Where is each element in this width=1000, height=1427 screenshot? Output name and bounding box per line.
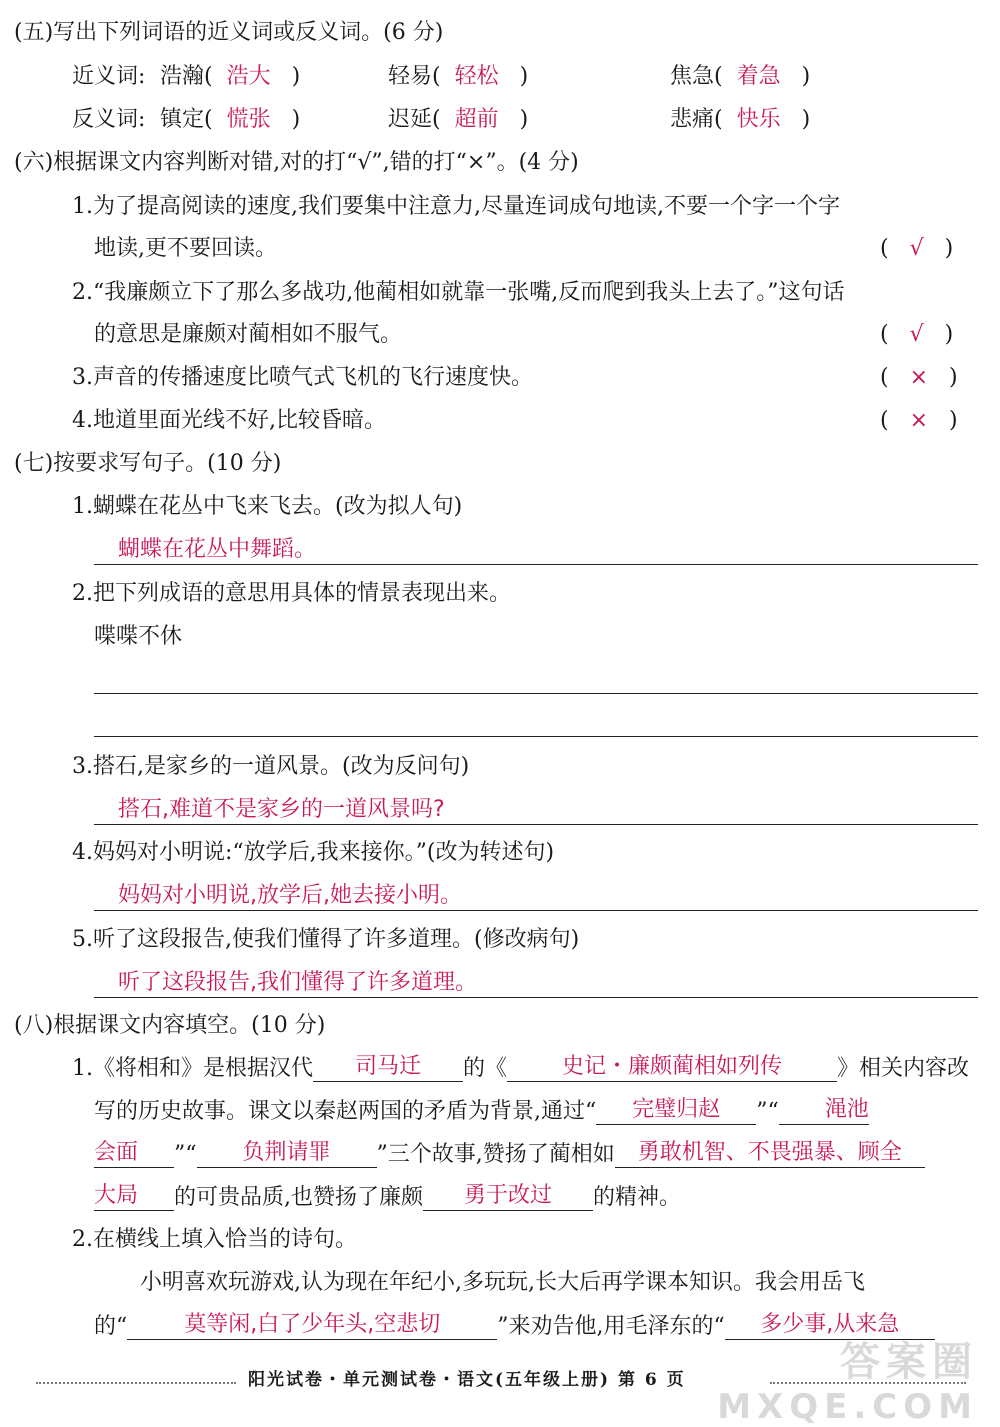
rewrite-a3: 搭石,难道不是家乡的一道风景吗? [118,797,445,822]
answer: 超前 [454,107,499,132]
rewrite-q1: 1.蝴蝶在花丛中飞来飞去。(改为拟人句) [72,494,463,519]
blank: 负荆请罪 [197,1142,377,1168]
rewrite-q2: 2.把下列成语的意思用具体的情景表现出来。 [72,581,511,606]
judge-q4-answer: ( × ) [880,408,958,433]
judge-q1-answer: ( √ ) [880,236,954,261]
answer: 快乐 [736,107,781,132]
cross-mark-icon: × [909,365,928,390]
answer: 浩大 [226,64,271,89]
judge-q4: 4.地道里面光线不好,比较昏暗。 [72,408,386,433]
synonym-label: 近义词: [72,64,146,89]
judge-q2-answer: ( √ ) [880,322,954,347]
rewrite-q3: 3.搭石,是家乡的一道风景。(改为反问句) [72,754,470,779]
footer-divider-left [36,1382,236,1384]
rewrite-a5: 听了这段报告,我们懂得了许多道理。 [118,970,477,995]
judge-q1-line1: 1.为了提高阅读的速度,我们要集中注意力,尽量连词成句地读,不要一个字一个字 [72,194,840,219]
poem-paragraph-line2: 的“ 莫等闲,白了少年头,空悲切 ”来劝告他,用毛泽东的“ 多少事,从来急 [94,1314,935,1340]
answer: 轻松 [454,64,499,89]
answer: 慌张 [226,107,271,132]
judge-q3: 3.声音的传播速度比喷气式飞机的飞行速度快。 [72,365,533,390]
blank: 大局 [94,1185,174,1211]
synonym-item-2: 轻易( 轻松 ) [388,64,529,89]
fill-line-4: 大局 的可贵品质,也赞扬了廉颇 勇于改过 的精神。 [94,1183,682,1210]
section-5-heading: (五)写出下列词语的近义词或反义词。(6 分) [14,20,444,45]
synonym-item-3: 焦急( 着急 ) [670,64,811,89]
blank: 勇于改过 [423,1185,593,1211]
blank: 会面 [94,1142,174,1168]
fill-line-1: 1.《将相和》是根据汉代 司马迁 的《 史记・廉颇蔺相如列传 》相关内容改 [72,1054,970,1081]
antonym-item-2: 迟延( 超前 ) [388,107,529,132]
rewrite-a1: 蝴蝶在花丛中舞蹈。 [118,537,317,562]
answer-line [94,997,978,998]
antonym-item-3: 悲痛( 快乐 ) [670,107,811,132]
blank: 莫等闲,白了少年头,空悲切 [127,1314,497,1340]
section-8-heading: (八)根据课文内容填空。(10 分) [14,1013,326,1038]
fill-line-3: 会面 ”“ 负荆请罪 ”三个故事,赞扬了蔺相如 勇敢机智、不畏强暴、顾全 [94,1142,925,1168]
antonym-item-1: 镇定( 慌张 ) [160,107,301,132]
answer-line [94,693,978,694]
poem-paragraph-line1: 小明喜欢玩游戏,认为现在年纪小,多玩玩,长大后再学课本知识。我会用岳飞 [140,1270,865,1295]
check-mark-icon: √ [909,322,924,347]
synonym-item-1: 浩瀚( 浩大 ) [160,64,301,89]
answer: 着急 [736,64,781,89]
judge-q3-answer: ( × ) [880,365,958,390]
blank: 勇敢机智、不畏强暴、顾全 [615,1142,925,1168]
blank: 多少事,从来急 [725,1314,935,1340]
idiom: 喋喋不休 [94,624,183,649]
watermark-text: 答案圈 MXQE.COM [717,1339,978,1427]
check-mark-icon: √ [909,236,924,261]
answer-line [94,736,978,737]
answer-line [94,910,978,911]
rewrite-q5: 5.听了这段报告,使我们懂得了许多道理。(修改病句) [72,927,580,952]
watermark-logo [717,1330,978,1427]
section-6-heading: (六)根据课文内容判断对错,对的打“√”,错的打“×”。(4 分) [14,150,579,175]
judge-q2-line2: 的意思是廉颇对蔺相如不服气。 [94,322,403,347]
page-footer: 阳光试卷・单元测试卷・语文(五年级上册) 第 6 页 [248,1370,686,1390]
blank: 司马迁 [313,1056,463,1082]
poem-q2: 2.在横线上填入恰当的诗句。 [72,1227,357,1252]
rewrite-a4: 妈妈对小明说,放学后,她去接小明。 [118,883,462,908]
antonym-label: 反义词: [72,107,146,132]
section-7-heading: (七)按要求写句子。(10 分) [14,451,282,476]
answer-line [94,824,978,825]
rewrite-q4: 4.妈妈对小明说:“放学后,我来接你。”(改为转述句) [72,840,555,865]
blank: 完璧归赵 [596,1099,756,1125]
blank: 渑池 [779,1099,869,1125]
answer-line [94,564,978,565]
judge-q1-line2: 地读,更不要回读。 [94,236,277,261]
judge-q2-line1: 2.“我廉颇立下了那么多战功,他蔺相如就靠一张嘴,反而爬到我头上去了。”这句话 [72,280,845,305]
fill-line-2: 写的历史故事。课文以秦赵两国的矛盾为背景,通过“ 完璧归赵 ”“ 渑池 [94,1097,869,1124]
blank: 史记・廉颇蔺相如列传 [507,1056,837,1082]
cross-mark-icon: × [909,408,928,433]
